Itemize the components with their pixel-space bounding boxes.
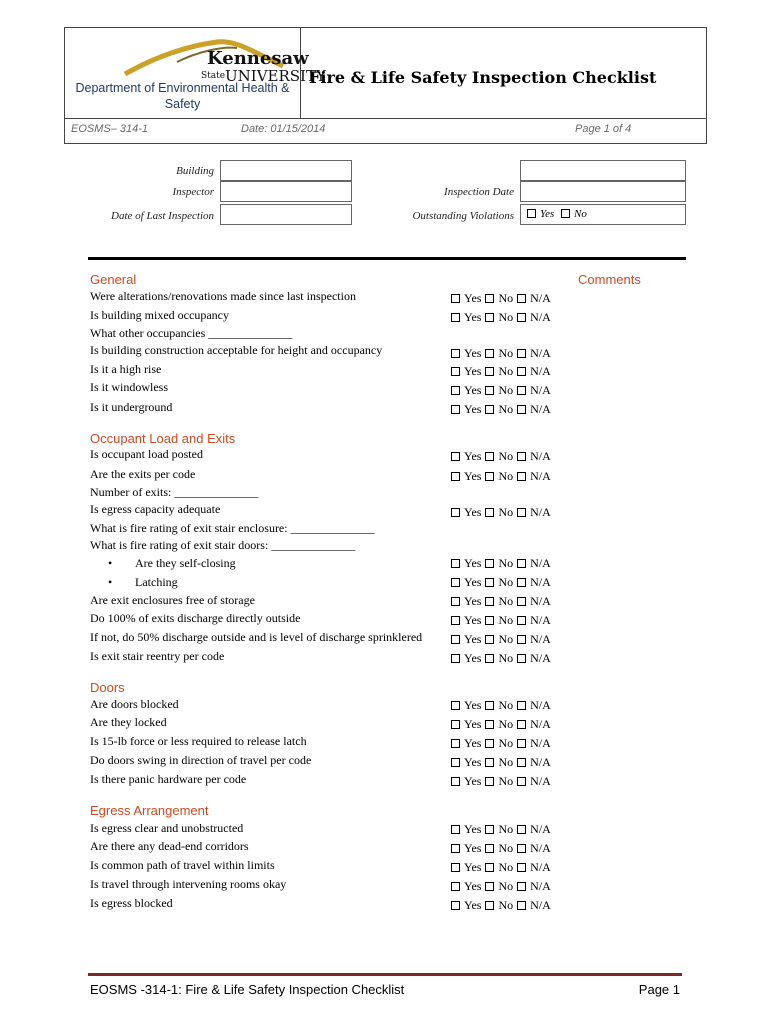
checkbox-no[interactable] [485, 597, 494, 606]
na-label: N/A [530, 774, 551, 788]
na-label: N/A [530, 822, 551, 836]
question: Is exit stair reentry per code [90, 649, 225, 663]
question: Is egress clear and unobstructed [90, 821, 244, 835]
footer-divider [88, 973, 682, 976]
na-label: N/A [530, 613, 551, 627]
header-divider [65, 118, 706, 119]
question: Is 15-lb force or less required to release latch [90, 734, 307, 748]
yes-label: Yes [464, 364, 482, 378]
no-label: No [498, 575, 514, 589]
answer-options [451, 613, 551, 628]
no-label: No [574, 208, 587, 220]
question: Are there any dead-end corridors [90, 839, 249, 853]
no-label: No [498, 860, 514, 874]
checkbox-na[interactable] [517, 863, 526, 872]
yes-label: Yes [464, 575, 482, 589]
checkbox-na[interactable] [517, 386, 526, 395]
checkbox-yes[interactable] [451, 386, 460, 395]
checkbox-no[interactable] [485, 616, 494, 625]
yes-label: Yes [464, 402, 482, 416]
checkbox-yes[interactable] [451, 844, 460, 853]
checkbox-na[interactable] [517, 825, 526, 834]
answer-options [451, 310, 551, 325]
checkbox-na[interactable] [517, 882, 526, 891]
checkbox-na[interactable] [517, 616, 526, 625]
checkbox-no[interactable] [485, 313, 494, 322]
na-label: N/A [530, 449, 551, 463]
na-label: N/A [530, 556, 551, 570]
question: Do doors swing in direction of travel per code [90, 753, 312, 767]
checkbox-yes[interactable] [451, 739, 460, 748]
no-label: No [498, 505, 514, 519]
yes-label: Yes [464, 841, 482, 855]
checkbox-yes[interactable] [451, 635, 460, 644]
checkbox-yes[interactable] [451, 313, 460, 322]
header-box [64, 27, 707, 144]
checkbox-no[interactable] [485, 844, 494, 853]
answer-options [451, 717, 551, 732]
na-label: N/A [530, 364, 551, 378]
doc-id: EOSMS– 314-1 [71, 123, 149, 135]
na-label: N/A [530, 575, 551, 589]
blank-field[interactable] [520, 160, 686, 181]
inspection-date-label: Inspection Date [444, 186, 514, 198]
logo-text: Kennesaw [207, 48, 309, 69]
checkbox-na[interactable] [517, 349, 526, 358]
checkbox-no[interactable] [485, 294, 494, 303]
no-label: No [498, 755, 514, 769]
checkbox-yes[interactable] [451, 901, 460, 910]
no-label: No [498, 774, 514, 788]
yes-label: Yes [464, 556, 482, 570]
checkbox-na[interactable] [517, 597, 526, 606]
no-label: No [498, 736, 514, 750]
yes-label: Yes [464, 505, 482, 519]
no-label: No [498, 698, 514, 712]
checkbox-no[interactable] [485, 654, 494, 663]
na-label: N/A [530, 717, 551, 731]
no-label: No [498, 632, 514, 646]
yes-label: Yes [464, 346, 482, 360]
checkbox-yes[interactable] [451, 863, 460, 872]
question: Do 100% of exits discharge directly outside [90, 611, 301, 625]
no-label: No [498, 822, 514, 836]
answer-options [451, 632, 551, 647]
checkbox-na[interactable] [517, 472, 526, 481]
no-label: No [498, 346, 514, 360]
checkbox-na[interactable] [517, 508, 526, 517]
checkbox-no[interactable] [485, 825, 494, 834]
checkbox-na[interactable] [517, 654, 526, 663]
question: Is there panic hardware per code [90, 772, 247, 786]
checkbox-na[interactable] [517, 635, 526, 644]
answer-options [451, 575, 551, 590]
answer-options [451, 556, 551, 571]
question: Is travel through intervening rooms okay [90, 877, 287, 891]
yes-label: Yes [464, 383, 482, 397]
no-label: No [498, 364, 514, 378]
checkbox-yes[interactable] [451, 701, 460, 710]
checkbox[interactable] [561, 209, 570, 218]
answer-options [451, 651, 551, 666]
yes-label: Yes [464, 755, 482, 769]
na-label: N/A [530, 879, 551, 893]
outstanding-violations-field [520, 204, 686, 225]
inspector-field[interactable] [220, 181, 352, 202]
question: Are doors blocked [90, 697, 179, 711]
checkbox-no[interactable] [485, 901, 494, 910]
na-label: N/A [530, 402, 551, 416]
checkbox-na[interactable] [517, 901, 526, 910]
na-label: N/A [530, 736, 551, 750]
page-title: Fire & Life Safety Inspection Checklist [309, 68, 657, 87]
answer-options [451, 449, 551, 464]
last-inspection-field[interactable] [220, 204, 352, 225]
answer-options [451, 736, 551, 751]
na-label: N/A [530, 383, 551, 397]
checkbox[interactable] [527, 209, 536, 218]
last-inspection-label: Date of Last Inspection [111, 210, 214, 222]
department-name: Department of Environmental Health & Safety [75, 81, 290, 111]
yes-label: Yes [540, 208, 555, 220]
checkbox-yes[interactable] [451, 559, 460, 568]
na-label: N/A [530, 860, 551, 874]
checkbox-yes[interactable] [451, 720, 460, 729]
answer-options [451, 841, 551, 856]
no-label: No [498, 383, 514, 397]
footer-title: EOSMS -314-1: Fire & Life Safety Inspection Checklist [90, 982, 405, 997]
sub-question: • Are they self-closing [108, 556, 236, 570]
checkbox-na[interactable] [517, 405, 526, 414]
question: Is it underground [90, 400, 173, 414]
na-label: N/A [530, 594, 551, 608]
na-label: N/A [530, 291, 551, 305]
checkbox-yes[interactable] [451, 367, 460, 376]
answer-options [451, 879, 551, 894]
yes-label: Yes [464, 594, 482, 608]
checkbox-na[interactable] [517, 294, 526, 303]
building-label: Building [176, 165, 214, 177]
checkbox-na[interactable] [517, 739, 526, 748]
checkbox-no[interactable] [485, 367, 494, 376]
checkbox-no[interactable] [485, 405, 494, 414]
question: Is it windowless [90, 380, 168, 394]
no-label: No [498, 556, 514, 570]
no-label: No [498, 594, 514, 608]
sub-question: • Latching [108, 575, 178, 589]
logo-text: State [201, 71, 226, 81]
na-label: N/A [530, 505, 551, 519]
inspector-label: Inspector [172, 186, 214, 198]
answer-options [451, 346, 551, 361]
question: Is building mixed occupancy [90, 308, 229, 322]
no-label: No [498, 402, 514, 416]
checkbox-no[interactable] [485, 452, 494, 461]
answer-options [451, 822, 551, 837]
yes-label: Yes [464, 613, 482, 627]
checkbox-na[interactable] [517, 701, 526, 710]
section-title-doors: Doors [90, 680, 125, 695]
checkbox-yes[interactable] [451, 825, 460, 834]
question: Is common path of travel within limits [90, 858, 275, 872]
no-label: No [498, 717, 514, 731]
comments-heading: Comments [578, 272, 641, 287]
yes-label: Yes [464, 291, 482, 305]
yes-label: Yes [464, 898, 482, 912]
na-label: N/A [530, 346, 551, 360]
no-label: No [498, 449, 514, 463]
checkbox-yes[interactable] [451, 578, 460, 587]
na-label: N/A [530, 651, 551, 665]
answer-options [451, 755, 551, 770]
checkbox-no[interactable] [485, 472, 494, 481]
checkbox-na[interactable] [517, 777, 526, 786]
no-label: No [498, 469, 514, 483]
checkbox-yes[interactable] [451, 654, 460, 663]
page-count: Page 1 of 4 [575, 123, 632, 135]
question: If not, do 50% discharge outside and is level of discharge sprinklered [90, 630, 423, 644]
checkbox-na[interactable] [517, 844, 526, 853]
question: Is building construction acceptable for height and occupancy [90, 343, 383, 357]
outstanding-violations-label: Outstanding Violations [412, 210, 514, 222]
yes-label: Yes [464, 774, 482, 788]
answer-options [451, 469, 551, 484]
question: What other occupancies ______________ [90, 326, 293, 340]
question: Is it a high rise [90, 362, 162, 376]
question: Were alterations/renovations made since last inspection [90, 289, 356, 303]
checkbox-yes[interactable] [451, 452, 460, 461]
checkbox-na[interactable] [517, 758, 526, 767]
no-label: No [498, 841, 514, 855]
question: What is fire rating of exit stair enclosure: ______________ [90, 521, 375, 535]
answer-options [451, 898, 551, 913]
checkbox-no[interactable] [485, 701, 494, 710]
checkbox-yes[interactable] [451, 597, 460, 606]
checkbox-na[interactable] [517, 313, 526, 322]
logo-text: UNIVERSITY [225, 67, 326, 85]
no-label: No [498, 651, 514, 665]
checkbox-no[interactable] [485, 720, 494, 729]
checkbox-na[interactable] [517, 559, 526, 568]
answer-options [451, 505, 551, 520]
question: What is fire rating of exit stair doors: ______________ [90, 538, 356, 552]
divider [88, 257, 686, 260]
checkbox-na[interactable] [517, 452, 526, 461]
checkbox-no[interactable] [485, 758, 494, 767]
no-label: No [498, 613, 514, 627]
checkbox-na[interactable] [517, 578, 526, 587]
na-label: N/A [530, 469, 551, 483]
answer-options [451, 698, 551, 713]
checkbox-no[interactable] [485, 349, 494, 358]
checkbox-yes[interactable] [451, 616, 460, 625]
yes-label: Yes [464, 310, 482, 324]
checkbox-yes[interactable] [451, 472, 460, 481]
question: Is egress capacity adequate [90, 502, 221, 516]
yes-label: Yes [464, 822, 482, 836]
answer-options [451, 402, 551, 417]
checkbox-yes[interactable] [451, 882, 460, 891]
yes-label: Yes [464, 469, 482, 483]
na-label: N/A [530, 841, 551, 855]
checkbox-no[interactable] [485, 882, 494, 891]
doc-date: Date: 01/15/2014 [241, 123, 326, 135]
yes-label: Yes [464, 449, 482, 463]
checkbox-no[interactable] [485, 863, 494, 872]
yes-label: Yes [464, 736, 482, 750]
no-label: No [498, 879, 514, 893]
answer-options [451, 860, 551, 875]
yes-label: Yes [464, 879, 482, 893]
question: Number of exits: ______________ [90, 485, 259, 499]
question: Are exit enclosures free of storage [90, 593, 255, 607]
yes-label: Yes [464, 717, 482, 731]
na-label: N/A [530, 632, 551, 646]
question: Is egress blocked [90, 896, 173, 910]
footer-page: Page 1 [638, 982, 680, 997]
checkbox-no[interactable] [485, 386, 494, 395]
yes-label: Yes [464, 651, 482, 665]
na-label: N/A [530, 310, 551, 324]
question: Are they locked [90, 715, 167, 729]
building-field[interactable] [220, 160, 352, 181]
checkbox-yes[interactable] [451, 758, 460, 767]
checkbox-no[interactable] [485, 739, 494, 748]
checkbox-yes[interactable] [451, 777, 460, 786]
no-label: No [498, 898, 514, 912]
section-title-general: General [90, 272, 137, 287]
section-title-occupant: Occupant Load and Exits [90, 431, 236, 446]
yes-label: Yes [464, 698, 482, 712]
no-label: No [498, 310, 514, 324]
section-title-egress: Egress Arrangement [90, 803, 209, 818]
question: Is occupant load posted [90, 447, 203, 461]
checkbox-yes[interactable] [451, 405, 460, 414]
checkbox-na[interactable] [517, 720, 526, 729]
question: Are the exits per code [90, 467, 196, 481]
checkbox-yes[interactable] [451, 349, 460, 358]
checkbox-yes[interactable] [451, 508, 460, 517]
answer-options [451, 364, 551, 379]
na-label: N/A [530, 698, 551, 712]
answer-options [451, 383, 551, 398]
checkbox-no[interactable] [485, 635, 494, 644]
na-label: N/A [530, 898, 551, 912]
answer-options [451, 291, 551, 306]
checkbox-no[interactable] [485, 777, 494, 786]
yes-label: Yes [464, 860, 482, 874]
checkbox-na[interactable] [517, 367, 526, 376]
checkbox-yes[interactable] [451, 294, 460, 303]
answer-options [451, 774, 551, 789]
checkbox-no[interactable] [485, 508, 494, 517]
yes-label: Yes [464, 632, 482, 646]
na-label: N/A [530, 755, 551, 769]
no-label: No [498, 291, 514, 305]
checkbox-no[interactable] [485, 559, 494, 568]
inspection-date-field[interactable] [520, 181, 686, 202]
checkbox-no[interactable] [485, 578, 494, 587]
answer-options [451, 594, 551, 609]
